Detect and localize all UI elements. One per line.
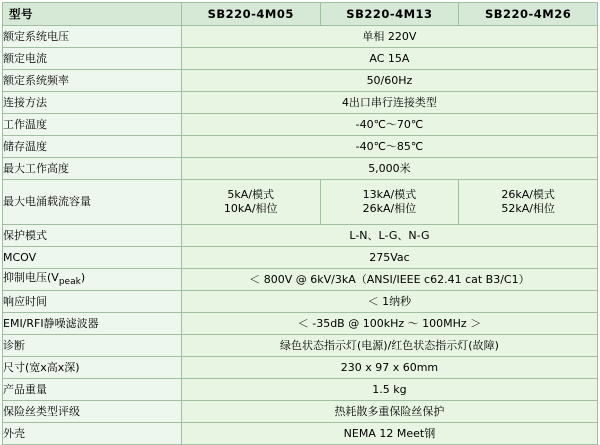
table-header (3, 3, 598, 26)
row-label: 抑制电压$(V_{peak})$ (3, 269, 182, 291)
table-row (3, 92, 598, 114)
table-row (3, 423, 598, 445)
table-row (3, 225, 598, 247)
table-row (3, 357, 598, 379)
row-value: 230 x 97 x 60mm (181, 357, 597, 379)
table-row (3, 247, 598, 269)
row-label: 响应时间 (3, 291, 182, 313)
header-model-2: SB220-4M13 (320, 3, 459, 26)
row-label: 诊断 (3, 335, 182, 357)
table-row (3, 48, 598, 70)
row-value: ＜ -35dB @ 100kHz ～ 100MHz ＞ (181, 313, 597, 335)
table-row (3, 269, 598, 291)
row-label: 产品重量 (3, 379, 182, 401)
row-label: 尺寸(宽x高x深) (3, 357, 182, 379)
row-label: 工作温度 (3, 114, 182, 136)
row-value: 4出口串行连接类型 (181, 92, 597, 114)
header-label-cell: 型号 (3, 3, 182, 26)
row-label: 最大工作高度 (3, 158, 182, 180)
row-value: 50/60Hz (181, 70, 597, 92)
table-row (3, 70, 598, 92)
row-label: 最大电涌载流容量 (3, 180, 182, 225)
row-label: 外壳 (3, 423, 182, 445)
row-label: 保险丝类型评级 (3, 401, 182, 423)
row-value: 绿色状态指示灯(电源)/红色状态指示灯(故障) (181, 335, 597, 357)
row-label: MCOV (3, 247, 182, 269)
row-value: ＜ 800V @ 6kV/3kA（ANSI/IEEE c62.41 cat B3/C1） (181, 269, 597, 291)
row-value: 26kA/模式 52kA/相位 (459, 180, 598, 225)
header-model-3: SB220-4M26 (459, 3, 598, 26)
table-row (3, 114, 598, 136)
table-row (3, 26, 598, 48)
row-label: 额定电流 (3, 48, 182, 70)
row-value: 5,000米 (181, 158, 597, 180)
table-row (3, 180, 598, 225)
row-value: 275Vac (181, 247, 597, 269)
row-value: 5kA/模式 10kA/相位 (181, 180, 320, 225)
row-value: -40℃～85℃ (181, 136, 597, 158)
row-label: 储存温度 (3, 136, 182, 158)
header-row (3, 3, 598, 26)
table-row (3, 291, 598, 313)
row-value: NEMA 12 Meet钢 (181, 423, 597, 445)
table-body (3, 26, 598, 445)
table-row (3, 335, 598, 357)
specification-table (2, 2, 598, 445)
row-label: 额定系统电压 (3, 26, 182, 48)
header-model-1: SB220-4M05 (181, 3, 320, 26)
row-value: 热耗散多重保险丝保护 (181, 401, 597, 423)
row-value: L-N、L-G、N-G (181, 225, 597, 247)
row-label: 额定系统频率 (3, 70, 182, 92)
table-row (3, 158, 598, 180)
row-label: EMI/RFI静噪滤波器 (3, 313, 182, 335)
table-row (3, 313, 598, 335)
table-row (3, 136, 598, 158)
row-value: -40℃～70℃ (181, 114, 597, 136)
row-value: 1.5 kg (181, 379, 597, 401)
row-value: ＜ 1纳秒 (181, 291, 597, 313)
table-row (3, 379, 598, 401)
row-value: 13kA/模式 26kA/相位 (320, 180, 459, 225)
row-label: 保护模式 (3, 225, 182, 247)
row-label: 连接方法 (3, 92, 182, 114)
row-value: AC 15A (181, 48, 597, 70)
row-value: 单相 220V (181, 26, 597, 48)
